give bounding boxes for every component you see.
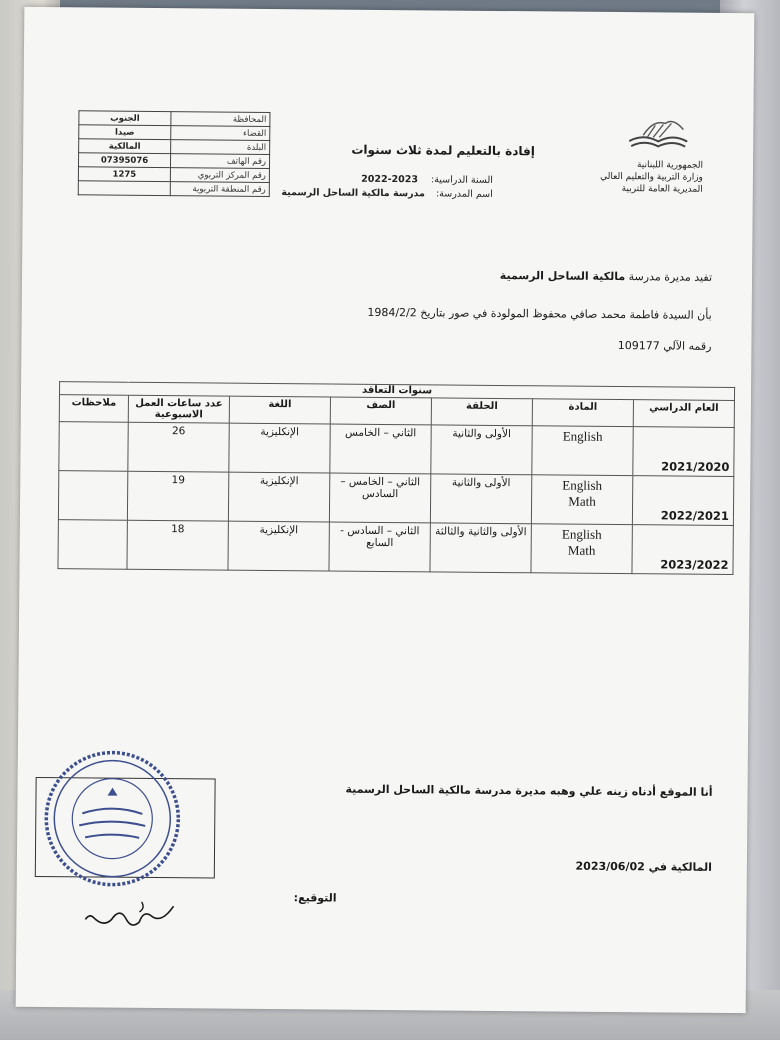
cell-cycle: الأولى والثانية والثالثة (430, 523, 531, 573)
signatory-line: أنا الموقع أدناه زينه علي وهبه مديرة مدرسة مالكية الساحل الرسمية (345, 782, 713, 799)
info-value: صيدا (79, 125, 171, 140)
cell-cycle: الأولى والثانية (430, 474, 531, 524)
col-cycle-header: الحلقة (431, 398, 532, 426)
document-title: إفادة بالتعليم لمدة ثلاث سنوات (351, 142, 535, 159)
intro-line (322, 267, 712, 283)
intro-school: مالكية الساحل الرسمية (499, 268, 626, 284)
cell-hours: 18 (127, 520, 228, 570)
header-line-1: الجمهورية اللبنانية (636, 160, 704, 171)
subject-line-1: English (561, 526, 602, 542)
cell-grade: الثاني – السادس - السابع (329, 522, 430, 572)
info-label: القضاء (171, 126, 270, 141)
number-line: رقمه الآلي 109177 (617, 339, 712, 353)
col-language-header: اللغة (229, 396, 330, 424)
info-label: المحافظة (171, 112, 270, 127)
info-value (78, 181, 170, 196)
ministry-header (563, 159, 703, 196)
official-stamp-icon (37, 743, 188, 894)
col-grade-header: الصف (330, 397, 431, 425)
info-value: 07395076 (78, 153, 170, 168)
subject-line-2: Math (567, 542, 596, 558)
cell-grade: الثاني – الخامس – السادس (329, 473, 430, 523)
col-subject-header: المادة (532, 399, 633, 427)
col-hours-header: عدد ساعات العمل الاسبوعية (128, 395, 229, 423)
school-year-label: السنة الدراسية: (430, 174, 493, 186)
cell-year: 2021/2020 (633, 427, 734, 477)
cell-subject (532, 426, 633, 476)
info-row (78, 181, 269, 197)
cell-year: 2022/2021 (632, 476, 733, 526)
school-name-value: مدرسة مالكية الساحل الرسمية (281, 187, 425, 200)
cell-notes (58, 471, 127, 521)
cell-language: الإنكليزية (229, 423, 330, 473)
info-value: المالكية (79, 139, 171, 154)
cell-subject (531, 475, 632, 525)
header-line-3: المديرية العامة للتربية (621, 184, 703, 195)
intro-prefix: تفيد مديرة مدرسة (628, 270, 713, 284)
cell-cycle: الأولى والثانية (431, 425, 532, 475)
cell-language: الإنكليزية (228, 521, 329, 571)
table-row (58, 471, 733, 526)
header-line-2: وزارة التربية والتعليم العالي (600, 171, 703, 183)
ministry-logo-icon (623, 115, 693, 156)
cell-language: الإنكليزية (228, 472, 329, 522)
school-year-value: 2023-2022 (361, 173, 419, 186)
school-year-line (313, 173, 493, 186)
date-line: المالكية في 2023/06/02 (575, 859, 712, 874)
table-row (58, 520, 733, 575)
info-value: 1275 (78, 167, 170, 182)
signature-label: التوقيع: (293, 891, 337, 905)
school-info-table (78, 110, 271, 197)
info-value: الجنوب (79, 111, 171, 126)
contracts-table (57, 381, 735, 575)
cell-notes (59, 422, 128, 472)
cell-grade: الثاني – الخامس (330, 424, 431, 474)
school-name-label: اسم المدرسة: (435, 188, 493, 200)
signature-icon (81, 895, 181, 932)
cell-hours: 26 (128, 422, 229, 472)
info-label: رقم المركز التربوي (170, 168, 269, 183)
cell-notes (58, 520, 127, 570)
cell-subject (531, 524, 632, 574)
info-label: رقم المنطقة التربوية (170, 182, 269, 197)
subject-line-1: English (562, 477, 603, 493)
person-line: بأن السيدة فاطمة محمد صافي محفوظ المولودة في صور بتاريخ 1984/2/2 (367, 305, 712, 322)
document-page (16, 7, 755, 1013)
subject-line-1: English (562, 428, 603, 444)
col-notes-header: ملاحظات (59, 395, 128, 423)
subject-line-2: Math (568, 493, 596, 509)
info-label: البلدة (171, 140, 270, 155)
table-row (59, 422, 734, 477)
contracts-caption: سنوات التعاقد (59, 382, 734, 401)
cell-year: 2023/2022 (632, 525, 733, 575)
col-year-header: العام الدراسي (633, 400, 734, 428)
info-label: رقم الهاتف (170, 154, 269, 169)
school-name-line (281, 187, 493, 200)
cell-hours: 19 (127, 471, 228, 521)
